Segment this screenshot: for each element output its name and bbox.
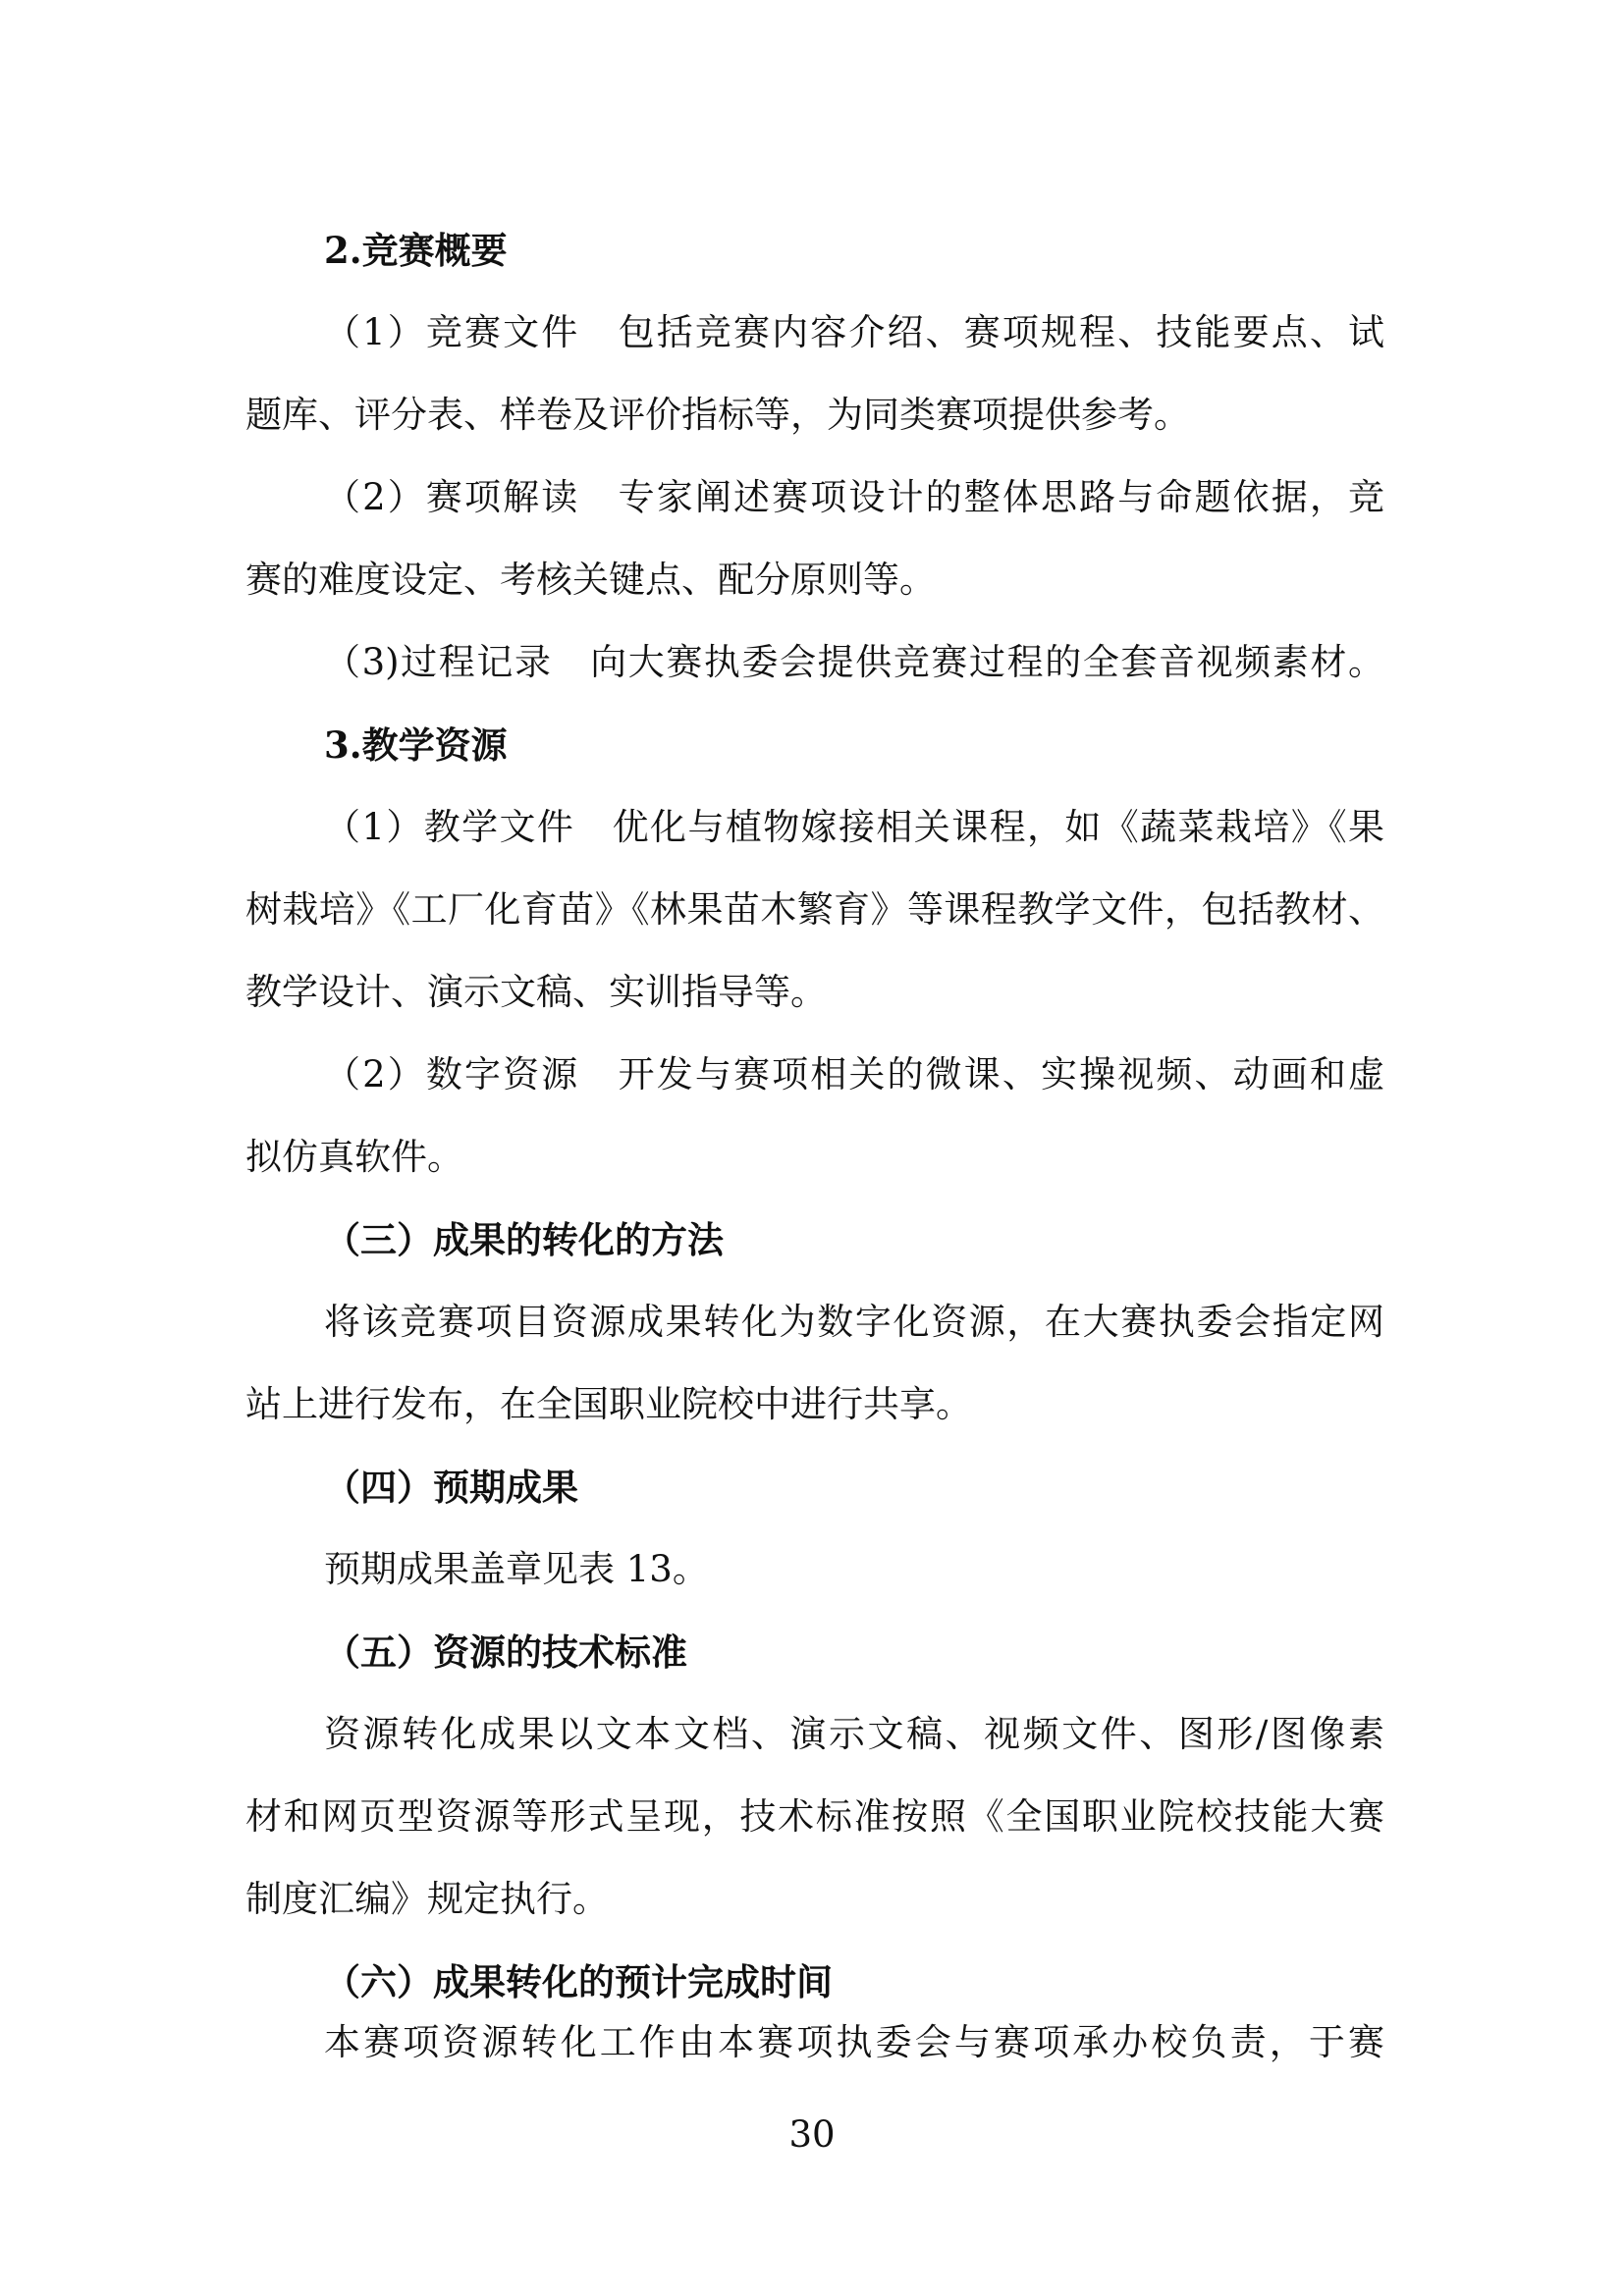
heading-expected-results: （四）预期成果 <box>324 1466 578 1509</box>
heading-completion-time: （六）成果转化的预计完成时间 <box>324 1960 833 2003</box>
paragraph-line: 预期成果盖章见表 13。 <box>324 1548 709 1590</box>
paragraph-line: 赛的难度设定、考核关键点、配分原则等。 <box>245 559 936 601</box>
paragraph-line: 材和网页型资源等形式呈现，技术标准按照《全国职业院校技能大赛 <box>245 1795 1384 1838</box>
page-number: 30 <box>788 2113 836 2156</box>
paragraph-line: （3)过程记录 向大赛执委会提供竞赛过程的全套音视频素材。 <box>324 641 1384 683</box>
paragraph-line: 教学设计、演示文稿、实训指导等。 <box>245 971 827 1013</box>
paragraph-line: 将该竞赛项目资源成果转化为数字化资源，在大赛执委会指定网 <box>324 1301 1384 1343</box>
paragraph-line: 制度汇编》规定执行。 <box>245 1878 609 1920</box>
heading-technical-standards: （五）资源的技术标准 <box>324 1630 687 1674</box>
paragraph-line: 站上进行发布，在全国职业院校中进行共享。 <box>245 1383 972 1425</box>
heading-competition-summary: 2.竞赛概要 <box>324 229 508 272</box>
heading-teaching-resources: 3.教学资源 <box>324 723 508 767</box>
paragraph-line: 树栽培》《工厂化育苗》《林果苗木繁育》等课程教学文件，包括教材、 <box>245 888 1384 931</box>
paragraph-line: 题库、评分表、样卷及评价指标等，为同类赛项提供参考。 <box>245 394 1190 436</box>
paragraph-line: （1）竞赛文件 包括竞赛内容介绍、赛项规程、技能要点、试 <box>324 311 1384 353</box>
paragraph-line: （2）赛项解读 专家阐述赛项设计的整体思路与命题依据，竞 <box>324 476 1384 518</box>
paragraph-line: 拟仿真软件。 <box>245 1136 463 1178</box>
paragraph-line: 本赛项资源转化工作由本赛项执委会与赛项承办校负责，于赛 <box>324 2021 1384 2063</box>
heading-conversion-method: （三）成果的转化的方法 <box>324 1218 724 1261</box>
paragraph-line: （1）教学文件 优化与植物嫁接相关课程，如《蔬菜栽培》《果 <box>324 806 1384 848</box>
paragraph-line: （2）数字资源 开发与赛项相关的微课、实操视频、动画和虚 <box>324 1053 1384 1095</box>
paragraph-line: 资源转化成果以文本文档、演示文稿、视频文件、图形/图像素 <box>324 1713 1384 1755</box>
